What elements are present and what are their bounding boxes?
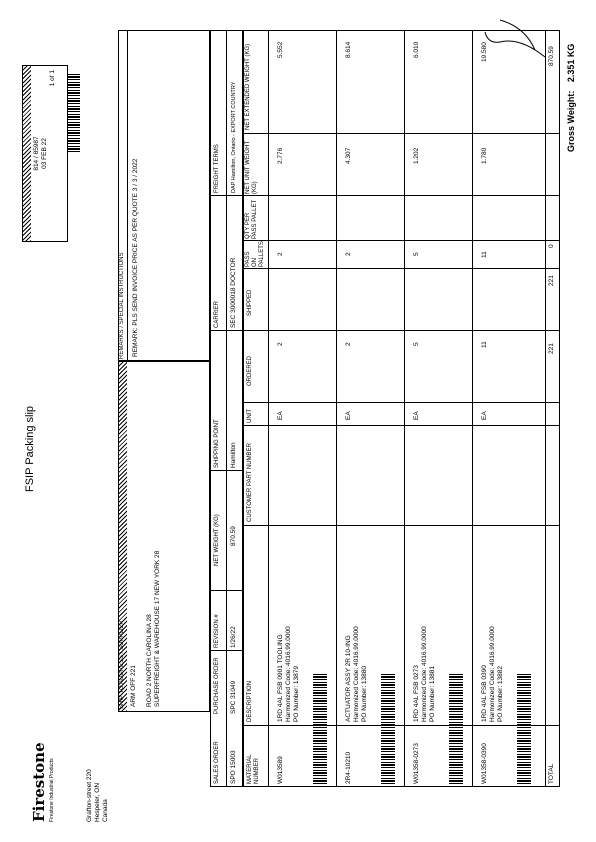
ship-to-line-3: ROAD 2 NORTH CAROLINA 28 <box>146 614 153 707</box>
header-row-table <box>210 30 244 787</box>
row-desc-3: PO Number: 13881 <box>429 665 436 722</box>
col-ordered: ORDERED <box>247 355 253 386</box>
ship-from-line-3: Canada <box>102 799 109 822</box>
items-table <box>242 30 560 787</box>
col-description: DESCRIPTION <box>247 680 253 722</box>
value-freight-terms: DAP Hamilton, Ontario - EXPORT COUNTRY <box>231 81 237 193</box>
row-pass-pallets: 2 <box>345 252 352 256</box>
ship-from-line-2: Hespeler, ON <box>94 782 101 822</box>
row-ext-weight: 19.580 <box>481 42 488 62</box>
doc-number: 814 / 85987 <box>33 136 40 171</box>
col-shipped: SHIPPED <box>247 289 253 316</box>
page-title: FSIP Packing slip <box>24 405 36 492</box>
row-desc-1: ACTUATOR ASSY 2R 10-ING <box>345 635 352 722</box>
row-unit: EA <box>481 411 488 420</box>
row-ext-weight: 8.614 <box>345 41 352 58</box>
col-unit: UNIT <box>247 409 253 423</box>
row-desc-2: Harmonized Code: 4016.99.0000 <box>353 626 360 722</box>
row-unit-weight: 4.307 <box>345 147 352 164</box>
row-desc-1: 1RD 4AL FSB 0901 TOOLING <box>277 634 284 722</box>
ship-to-line-1: ARM OFF 221 <box>130 665 137 707</box>
row-ordered: 5 <box>413 342 420 346</box>
label-sales-order: SALES ORDER <box>214 741 220 784</box>
row-unit: EA <box>413 411 420 420</box>
row-barcode <box>449 674 463 784</box>
row-unit-weight: 1.202 <box>413 147 420 164</box>
label-net-weight: NET WEIGHT (KG) <box>214 514 220 566</box>
value-revision: 1/26/22 <box>230 626 237 648</box>
row-desc-3: PO Number: 13880 <box>361 665 368 722</box>
row-pass-pallets: 2 <box>277 252 284 256</box>
value-purchase-order: SPC 31049 <box>230 680 237 714</box>
row-desc-2: Harmonized Code: 4016.99.0000 <box>285 626 292 722</box>
row-unit: EA <box>345 411 352 420</box>
row-desc-3: PO Number: 13879 <box>293 665 300 722</box>
company-tagline: Firestone Industrial Products <box>49 758 55 822</box>
remarks-box <box>118 30 210 362</box>
row-material: 2R4-10210 <box>345 751 352 784</box>
row-desc-2: Harmonized Code: 4016.99.0000 <box>421 626 428 722</box>
row-desc-2: Harmonized Code: 4016.99.0000 <box>489 626 496 722</box>
company-logo: Firestone <box>30 742 48 822</box>
col-customer-part: CUSTOMER PART NUMBER <box>247 443 253 522</box>
col-unit-weight: NET UNIT WEIGHT (KG) <box>245 140 258 194</box>
col-extended-weight: NET EXTENDED WEIGHT (KG) <box>245 43 251 130</box>
total-weight: 870.59 <box>548 46 555 66</box>
table-row <box>269 31 337 786</box>
doc-barcode <box>68 72 80 152</box>
doc-info-header <box>23 66 31 241</box>
table-row <box>473 31 545 786</box>
row-barcode <box>313 674 327 784</box>
row-material: W01358-0390 <box>481 743 488 784</box>
gross-weight-caption: Gross Weight <box>566 93 576 152</box>
value-sales-order: SPO 15003 <box>230 750 237 784</box>
row-unit: EA <box>277 411 284 420</box>
row-desc-1: 1RD 4AL FSB 0390 <box>481 665 488 722</box>
label-purchase-order: PURCHASE ORDER <box>214 657 220 714</box>
remarks-text: REMARK: PLS SEND INVOICE PRICE AS PER QUOTE 3 / 3 / 2022 <box>132 158 139 357</box>
total-ordered: 221 <box>548 343 555 354</box>
doc-date: 03 FEB 22 <box>41 138 48 169</box>
table-row <box>405 31 473 786</box>
row-ext-weight: 6.010 <box>413 41 420 58</box>
row-desc-3: PO Number: 13882 <box>497 665 504 722</box>
row-unit-weight: 2.776 <box>277 147 284 164</box>
total-label: TOTAL <box>548 763 555 784</box>
label-shipping-point: SHIPPING POINT <box>214 419 220 468</box>
row-pass-pallets: 11 <box>481 251 488 258</box>
row-unit-weight: 1.780 <box>481 147 488 164</box>
remarks-header: REMARKS / SPECIAL INSTRUCTIONS <box>119 31 128 361</box>
gross-weight-value: 2.351 KG <box>566 43 576 83</box>
ship-to-header: SHIP TO ADDRESS / SUPPLIER <box>119 361 127 711</box>
col-qty-per-pass: QTY PER PASS PALLET <box>245 199 258 239</box>
total-pallets: 0 <box>548 244 555 248</box>
ship-to-box <box>118 360 210 712</box>
value-carrier: SEC 3000018 DOCTOR <box>230 257 237 328</box>
doc-info-box <box>22 65 68 242</box>
label-freight-terms: FREIGHT TERMS <box>214 144 220 193</box>
doc-page: 1 of 1 <box>49 70 56 87</box>
row-desc-1: 1RD 4AL FSB 0273 <box>413 665 420 722</box>
row-material: W01358-0273 <box>413 743 420 784</box>
row-ext-weight: 5.552 <box>277 41 284 58</box>
col-material: MATERIAL NUMBER <box>247 754 260 784</box>
label-revision: REVISION # <box>214 614 220 648</box>
value-shipping-point: Hamilton <box>230 442 237 468</box>
table-row <box>337 31 405 786</box>
gross-weight-label: Gross Weight: 2.351 KG <box>566 43 576 152</box>
value-net-weight: 870.59 <box>230 526 237 546</box>
label-carrier: CARRIER <box>214 300 220 328</box>
row-ordered: 11 <box>481 341 488 348</box>
total-shipped: 221 <box>548 275 555 286</box>
row-barcode <box>517 674 531 784</box>
row-ordered: 2 <box>345 342 352 346</box>
row-barcode <box>381 674 395 784</box>
row-pass-pallets: 5 <box>413 252 420 256</box>
ship-to-line-4: SUPERFREIGHT & WAREHOUSE 17 NEW YORK 28 <box>154 550 161 707</box>
row-ordered: 2 <box>277 342 284 346</box>
ship-from-line-1: Grafton-street 220 <box>86 769 93 822</box>
col-pass-pallets: PASS ON PALLETS <box>245 241 265 267</box>
row-material: W013589 <box>277 756 284 784</box>
